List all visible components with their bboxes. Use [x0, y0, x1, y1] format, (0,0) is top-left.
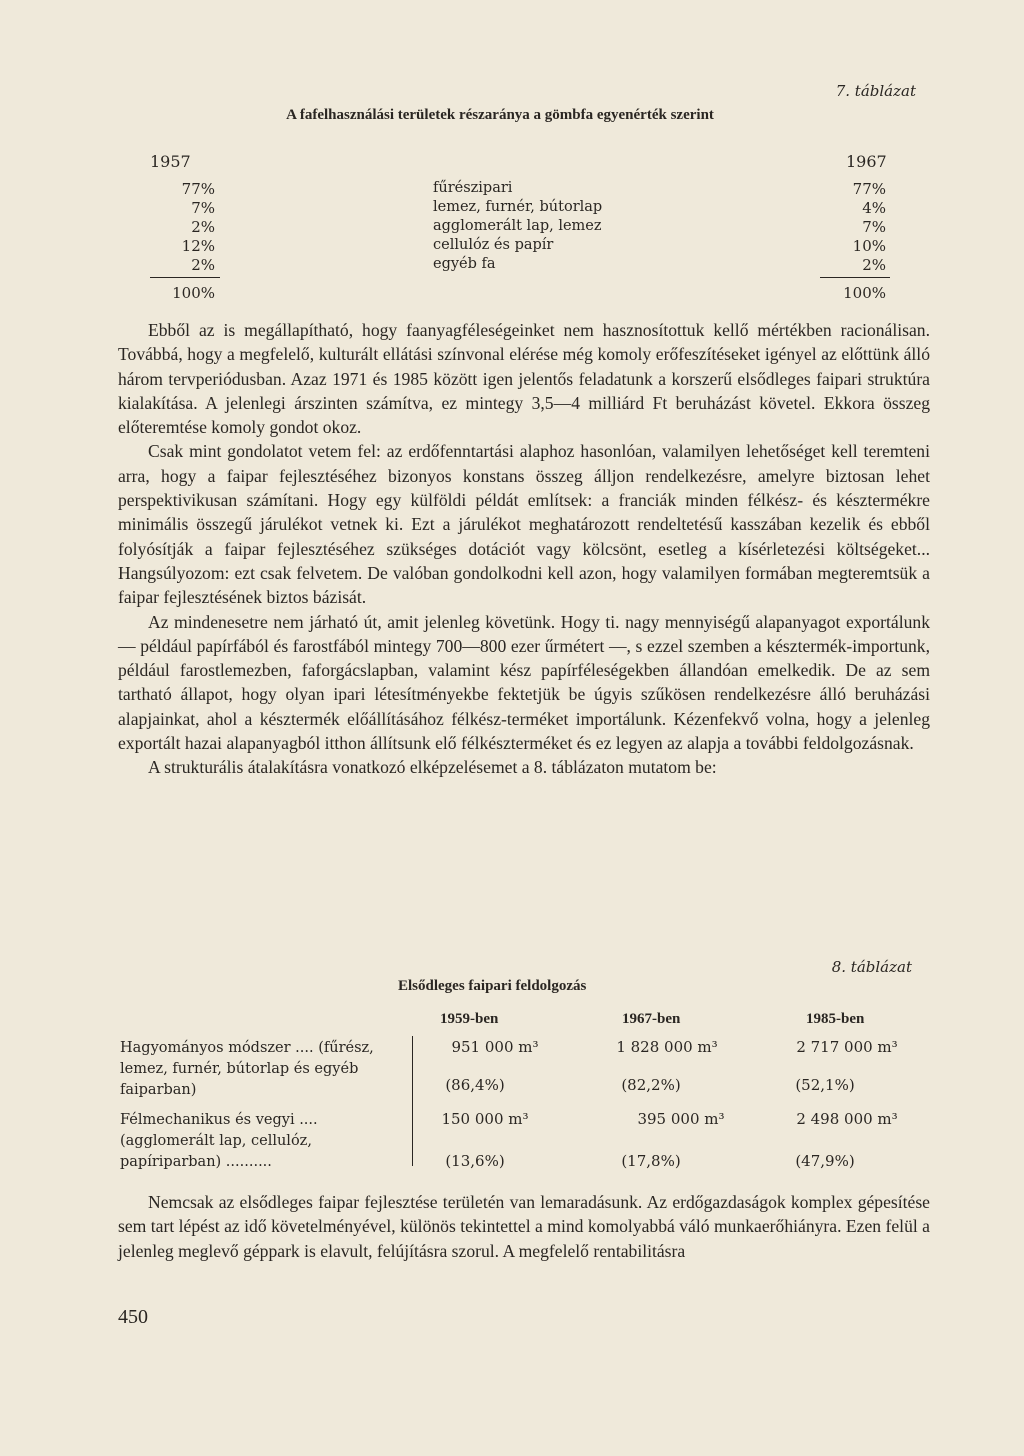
table-7-label: 7. táblázat [835, 82, 916, 100]
table-7-title: A fafelhasználási területek részaránya a gömbfa egyenérték szerint [286, 107, 714, 123]
table-7-sum-rule-left [150, 277, 220, 278]
paragraph: Csak mint gondolatot vetem fel: az erdőfenntartási alaphoz hasonlóan, valamilyen lehetőséget kell teremteni arra, hogy a faipar fejlesztéséhez bizonyos konstans összeg álljon rendelkezésre, amelyre biztosan lehet perspektivikusan számítani. Hogy egy külföldi példát említsek: a franciák minden félkész- és késztermékre minimális összegű járulékot vetnek ki. Ezt a járulékot meghatározott rendeltetésű kasszában kezelik és ebből folyósítják a faipar fejlesztéséhez szükséges dotációt vagy kölcsönt, esetleg a kísérletezési költségeket... Hangsúlyozom: ezt csak felvetem. De valóban gondolkodni kell azon, hogy valamilyen formában megteremtsük a faipar fejlesztésének biztos bázisát. [118, 441, 930, 608]
table-7-left-value: 7% [191, 199, 215, 217]
table-8-label: 8. táblázat [831, 958, 912, 976]
table-7-category: fűrészipari [433, 180, 513, 196]
table-7-total-left: 100% [172, 284, 215, 302]
page-number: 450 [118, 1306, 148, 1328]
table-7-right-value: 7% [862, 218, 886, 236]
table-7-right-value: 4% [862, 199, 886, 217]
table-7-category: lemez, furnér, bútorlap [433, 199, 603, 215]
body-text-continued [118, 1190, 930, 1263]
table-8-value: 150 000 m³ [441, 1110, 529, 1128]
table-8-row-label: Félmechanikus és vegyi .... (agglomerált lap, cellulóz, papíriparban) .......... [120, 1112, 318, 1170]
table-7-year-right: 1967 [846, 152, 887, 171]
table-7-total-right: 100% [843, 284, 886, 302]
table-8-value: 951 000 m³ [451, 1038, 539, 1056]
table-8-value: 395 000 m³ [637, 1110, 725, 1128]
table-7-left-value: 77% [181, 180, 215, 198]
paragraph: A strukturális átalakításra vonatkozó elképzelésemet a 8. táblázaton mutatom be: [148, 757, 717, 778]
table-8-row-label: Hagyományos módszer .... (fűrész, lemez, furnér, bútorlap és egyéb faiparban) [120, 1040, 374, 1098]
table-8-title: Elsődleges faipari feldolgozás [398, 978, 587, 994]
table-8-header: 1985-ben [806, 1011, 865, 1027]
table-8-share: (86,4%) [445, 1076, 505, 1094]
table-8-share: (13,6%) [445, 1152, 505, 1170]
table-7-category: cellulóz és papír [433, 237, 554, 253]
table-8-value: 2 717 000 m³ [796, 1038, 898, 1056]
table-8-header: 1959-ben [440, 1011, 499, 1027]
table-7-left-value: 12% [181, 237, 215, 255]
table-7-year-left: 1957 [150, 152, 191, 171]
table-7-right-value: 10% [852, 237, 886, 255]
table-7-category: egyéb fa [433, 256, 496, 272]
table-7-left-value: 2% [191, 218, 215, 236]
body-text [118, 318, 930, 780]
paragraph: Ebből az is megállapítható, hogy faanyagféleségeinket nem hasznosítottuk kellő mértékben racionálisan. Továbbá, hogy a megfelelő, kulturált ellátási színvonal elérése még komoly erőfeszítéseket igényel az előttünk álló három tervperiódusban. Azaz 1971 és 1985 között igen jelentős feladatunk a korszerű elsődleges faipari struktúra kialakítása. A jelenlegi árszinten számítva, ez mintegy 3,5—4 milliárd Ft beruházást követel. Ekkora összeg előteremtése komoly gondot okoz. [118, 320, 930, 438]
paragraph: Nemcsak az elsődleges faipar fejlesztése területén van lemaradásunk. Az erdőgazdaságok komplex gépesítése sem tart lépést az idő követelményével, különös tekintettel a mind komolyabbá váló munkaerőhiányra. Ezen felül a jelenleg meglevő géppark is elavult, felújításra szorul. A megfelelő rentabilitásra [118, 1192, 930, 1261]
table-8-value: 2 498 000 m³ [796, 1110, 898, 1128]
table-8-share: (17,8%) [621, 1152, 681, 1170]
paragraph: Az mindenesetre nem járható út, amit jelenleg követünk. Hogy ti. nagy mennyiségű alapanyagot exportálunk — például papírfából és farostfából mintegy 700—800 ezer űrmétert —, s ezzel szemben a késztermék-importunk, például farostlemezben, faforgácslapban, valamint kész papírféleségekben állandóan emelkedik. De az sem tartható állapot, hogy olyan ipari létesítményekbe fektetjük be úgyis szűkösen rendelkezésre álló beruházási alapjainkat, ahol a késztermék előállításához félkész-terméket importálunk. Kézenfekvő volna, hogy a jelenleg exportált hazai alapanyagból itthon állítsunk elő félkészterméket és ez legyen az alapja a további feldolgozásnak. [118, 611, 930, 754]
table-8-share: (52,1%) [795, 1076, 855, 1094]
table-8-share: (82,2%) [621, 1076, 681, 1094]
table-8-header: 1967-ben [622, 1011, 681, 1027]
table-8-share: (47,9%) [795, 1152, 855, 1170]
table-7-right-value: 2% [862, 256, 886, 274]
table-7-right-value: 77% [852, 180, 886, 198]
table-7-category: agglomerált lap, lemez [433, 218, 602, 234]
table-7-left-value: 2% [191, 256, 215, 274]
table-7-sum-rule-right [820, 277, 890, 278]
table-8-value: 1 828 000 m³ [616, 1038, 718, 1056]
